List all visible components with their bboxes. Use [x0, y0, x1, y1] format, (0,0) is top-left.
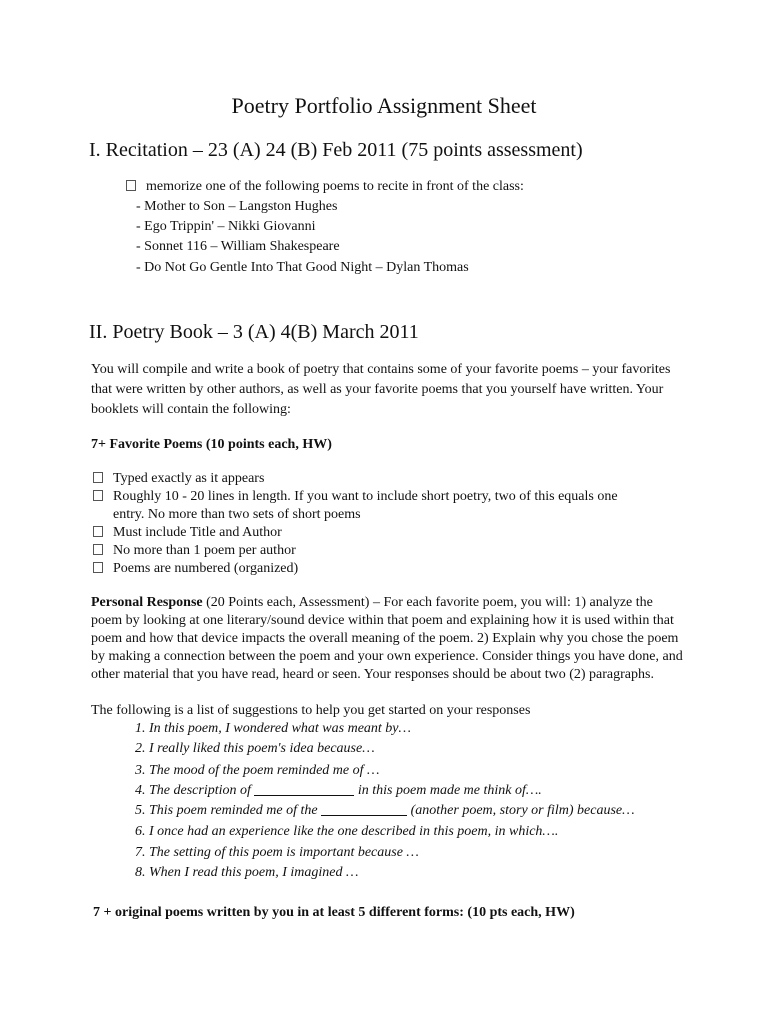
original-poems-heading: 7 + original poems written by you in at least 5 different forms: (10 pts each, HW) [93, 905, 575, 920]
checkbox-icon [93, 490, 103, 501]
favorites-bullet: Poems are numbered (organized) [93, 560, 298, 578]
poem-item: - Ego Trippin' – Nikki Giovanni [136, 219, 316, 234]
poetry-book-intro: You will compile and write a book of poetry that contains some of your favorite poems – your favorites that were written by other authors, as well as your favorite poems that you yourself have written. Your booklets will contain the following: [91, 362, 671, 417]
favorites-bullet: Must include Title and Author [93, 524, 282, 542]
section-poetry-book-heading: II. Poetry Book – 3 (A) 4(B) March 2011 [89, 321, 419, 343]
suggestion-item: 5. This poem reminded me of the (another poem, story or film) because… [135, 803, 635, 818]
poem-item: - Mother to Son – Langston Hughes [136, 199, 338, 214]
personal-response-paragraph: Personal Response (20 Points each, Assessment) – For each favorite poem, you will: 1) analyze the poem by looking at one literary/sound device within that poem and explaining how it is used within that poem and how that device impacts the overall meaning of the poem. 2) Explain why you chose the poem by making a connection between the poem and your own experience. Consider things you have done, and other material that you have read, heard or seen. Your responses should be about two (2) paragraphs. [91, 595, 683, 682]
suggestions-intro: The following is a list of suggestions to help you get started on your responses [91, 703, 531, 718]
checkbox-icon [93, 526, 103, 537]
favorites-bullet: No more than 1 poem per author [93, 542, 296, 560]
checkbox-icon [126, 180, 136, 191]
suggestion-item: 8. When I read this poem, I imagined … [135, 865, 359, 880]
suggestion-item: 7. The setting of this poem is important because … [135, 845, 419, 860]
poem-item: - Do Not Go Gentle Into That Good Night – Dylan Thomas [136, 260, 469, 275]
poem-item: - Sonnet 116 – William Shakespeare [136, 239, 340, 254]
checkbox-icon [93, 472, 103, 483]
suggestion-item: 3. The mood of the poem reminded me of … [135, 763, 380, 778]
recitation-bullet [126, 178, 524, 196]
checkbox-icon [93, 562, 103, 573]
page-title: Poetry Portfolio Assignment Sheet [231, 93, 537, 118]
suggestion-item: 1. In this poem, I wondered what was meant by… [135, 721, 411, 736]
personal-response-label: Personal Response [91, 595, 203, 610]
suggestion-item: 2. I really liked this poem's idea because… [135, 741, 375, 756]
favorites-heading: 7+ Favorite Poems (10 points each, HW) [91, 437, 332, 452]
fill-in-blank [254, 783, 354, 796]
favorites-bullet: Roughly 10 - 20 lines in length. If you want to include short poetry, two of this equals one [93, 488, 618, 506]
section-recitation-heading: I. Recitation – 23 (A) 24 (B) Feb 2011 (75 points assessment) [89, 139, 583, 161]
checkbox-icon [93, 544, 103, 555]
favorites-bullet-continuation: entry. No more than two sets of short poems [113, 507, 361, 522]
suggestion-item: 6. I once had an experience like the one described in this poem, in which…. [135, 824, 559, 839]
recitation-bullet-text: memorize one of the following poems to recite in front of the class: [146, 179, 524, 194]
favorites-bullet: Typed exactly as it appears [93, 470, 264, 488]
suggestion-item: 4. The description of in this poem made me think of…. [135, 783, 542, 798]
fill-in-blank [321, 803, 407, 816]
